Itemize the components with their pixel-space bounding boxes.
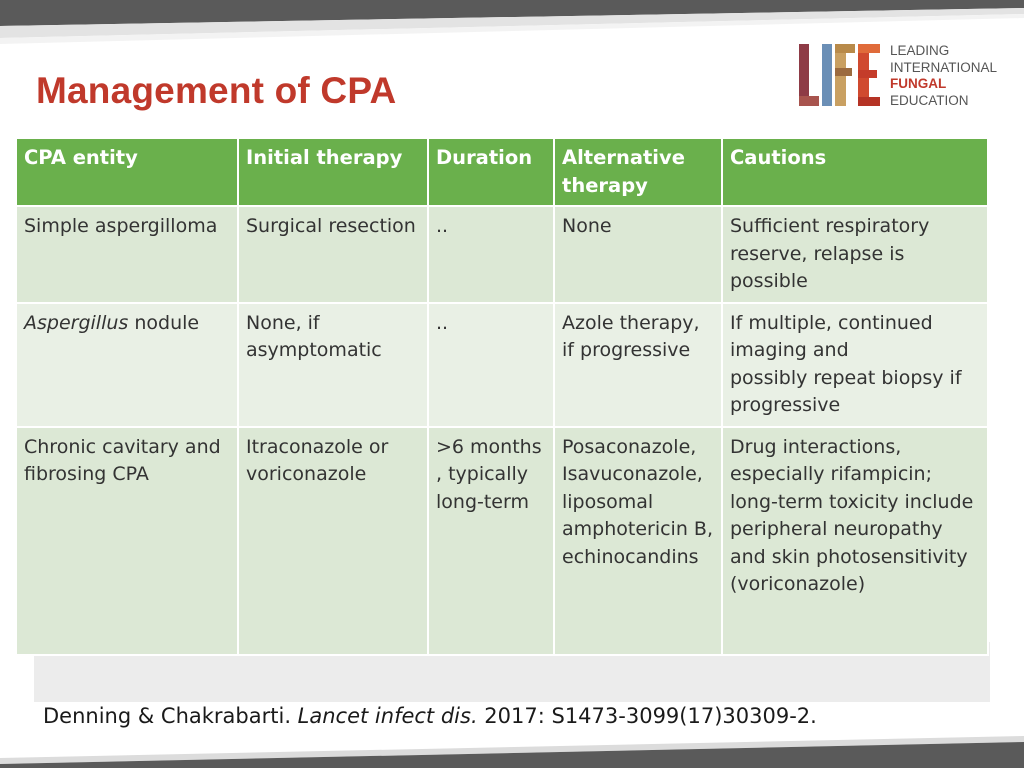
- cell-cautions: [722, 303, 988, 427]
- table-row: [16, 303, 988, 427]
- cell-cautions: Drug interactions, especially rifampicin; long-term toxicity include peripheral neuropathy and skin photosensitivity (voriconazole): [722, 427, 988, 655]
- header-duration: Duration: [428, 138, 554, 206]
- logo-line-fungal: FUNGAL: [890, 76, 947, 91]
- cell-duration: ..: [428, 303, 554, 427]
- header-alternative-therapy: Alternative therapy: [554, 138, 722, 206]
- cell-alternative-therapy: None: [554, 206, 722, 303]
- header-initial-therapy: Initial therapy: [238, 138, 428, 206]
- entity-genus-italic: Aspergillus: [24, 311, 129, 334]
- logo-line-education: EDUCATION: [890, 92, 969, 108]
- citation-details: 2017: S1473-3099(17)30309-2.: [477, 704, 817, 728]
- logo-line-leading: LEADING: [890, 43, 950, 58]
- table-row: [16, 427, 988, 655]
- cell-alternative-therapy: Azole therapy, if progressive: [554, 303, 722, 427]
- entity-rest: nodule: [128, 311, 200, 334]
- cell-initial-therapy: None, if asymptomatic: [238, 303, 428, 427]
- cell-entity: Simple aspergilloma: [16, 206, 238, 303]
- cell-entity: Chronic cavitary and fibrosing CPA: [16, 427, 238, 655]
- table-header-row: [16, 138, 988, 206]
- slide-title: Management of CPA: [36, 70, 397, 111]
- cell-initial-therapy: Itraconazole or voriconazole: [238, 427, 428, 655]
- citation: [43, 704, 817, 728]
- cell-duration: ..: [428, 206, 554, 303]
- cell-initial-therapy: Surgical resection: [238, 206, 428, 303]
- citation-journal: Lancet infect dis.: [297, 704, 478, 728]
- header-cpa-entity: CPA entity: [16, 138, 238, 206]
- logo-line-international: INTERNATIONAL: [890, 59, 998, 75]
- header-cautions: Cautions: [722, 138, 988, 206]
- cautions-line-1: If multiple, continued imaging and: [730, 311, 933, 361]
- table-row: [16, 206, 988, 303]
- bottom-decorative-band: [0, 728, 1024, 768]
- life-logo-icon: [798, 40, 882, 108]
- cell-entity: [16, 303, 238, 427]
- life-logo: [798, 40, 1008, 112]
- cell-cautions: Sufficient respiratory reserve, relapse is possible: [722, 206, 988, 303]
- cell-duration: >6 months , typically long-term: [428, 427, 554, 655]
- cpa-management-table: [15, 137, 989, 656]
- cell-alternative-therapy: Posaconazole, Isavuconazole, liposomal amphotericin B, echinocandins: [554, 427, 722, 655]
- citation-authors: Denning & Chakrabarti.: [43, 704, 298, 728]
- cautions-line-2: possibly repeat biopsy if progressive: [730, 366, 962, 416]
